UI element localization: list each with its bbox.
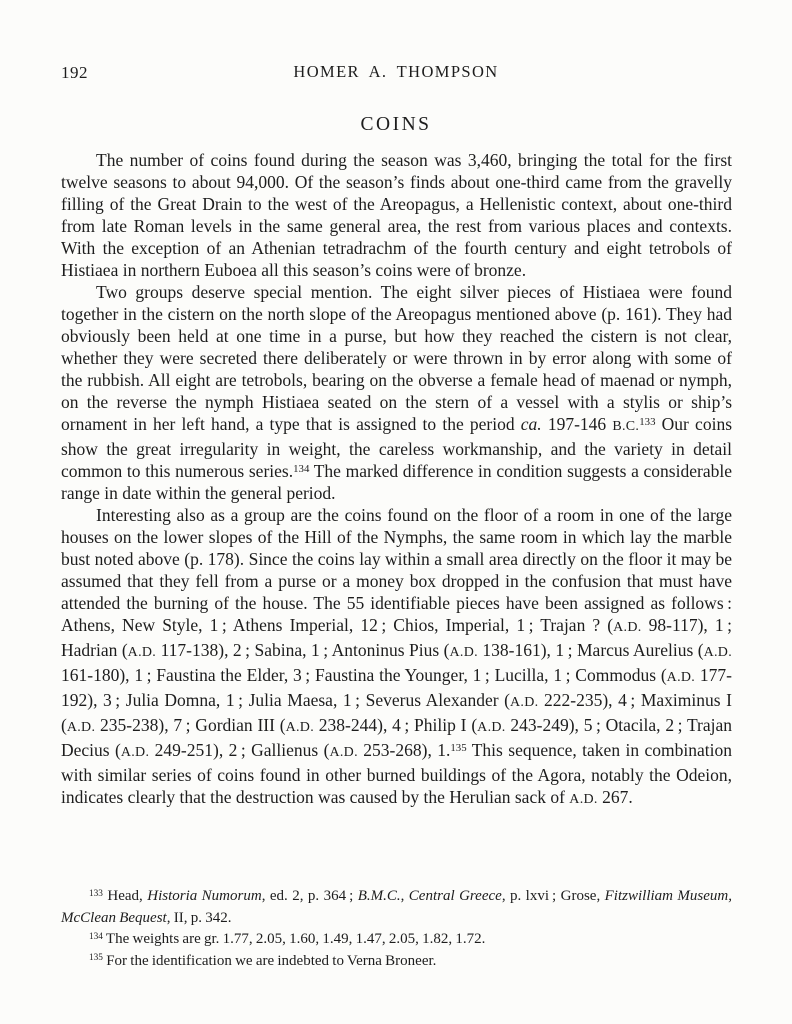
text-run-sc: B.C. <box>612 419 640 434</box>
paragraph-coin-totals <box>61 149 732 281</box>
footnotes-block <box>61 886 732 972</box>
page-number: 192 <box>61 63 88 82</box>
text-run-sc: A.D. <box>703 645 732 660</box>
text-run-plain: 253-268), 1. <box>357 740 451 760</box>
paragraph-histiaea-hoard <box>61 281 732 504</box>
text-run-it: Fitzwilliam Museum, McClean Bequest <box>61 888 732 926</box>
text-run-plain: 197-146 <box>541 414 613 434</box>
text-run-plain: 238-244), 4 ; Philip I ( <box>314 715 478 735</box>
text-run-sc: A.D. <box>569 792 598 807</box>
text-run-sc: A.D. <box>127 645 157 660</box>
text-run-sc: A.D. <box>449 645 478 660</box>
footnote-134 <box>61 929 732 951</box>
text-run-plain: 222-235), 4 ; Maximinus I ( <box>61 690 732 735</box>
text-run-plain: , ed. 2, p. 364 ; <box>261 888 358 904</box>
text-run-plain: 98-117), 1 ; Hadrian ( <box>61 615 732 660</box>
text-run-plain: This sequence, taken in combination with similar series of coins found in other burned buildings of the Agora, notably the Odeion, indicates clearly that the destruction was caused by the Herulian sack of <box>61 740 732 807</box>
footnote-135 <box>61 951 732 973</box>
text-run-it: B.M.C. <box>357 888 401 904</box>
text-run-sup: 134 <box>89 931 103 942</box>
text-run-sup: 133 <box>89 888 103 899</box>
text-run-sc: A.D. <box>285 720 314 735</box>
text-run-plain: 117-138), 2 ; Sabina, 1 ; Antoninus Pius ( <box>156 640 450 660</box>
text-run-sc: A.D. <box>666 670 696 685</box>
text-run-plain: 249-251), 2 ; Gallienus ( <box>149 740 330 760</box>
text-run-plain: Interesting also as a group are the coins found on the floor of a room in one of the large houses on the lower slopes of the Hill of the Nymphs, the same room in which lay the marble bust noted above (p. 178). Since the coins lay within a small area directly on the floor it may be assumed that they fell from a purse or a money box dropped in the confusion that must have attended the burning of the house. The 55 identifiable pieces have been assigned as follows : Athens, New Style, 1 ; Athens Imperial, 12 ; Chios, Imperial, 1 ; Trajan ? ( <box>61 505 732 635</box>
text-run-sup: 133 <box>639 416 656 429</box>
text-run-plain: 138-161), 1 ; Marcus Aurelius ( <box>477 640 704 660</box>
text-run-plain: For the identification we are indebted to Verna Broneer. <box>102 952 437 969</box>
text-run-plain: The number of coins found during the season was 3,460, bringing the total for the first twelve seasons to about 94,000. Of the season’s finds about one-third came from the gravelly filling of the Great Drain to the west of the Areopagus, a Hellenistic context, about one-third from late Roman levels in the same general area, the rest from various places and contexts. With the exception of an Athenian tetradrachm of the fourth century and eight tetrobols of Histiaea in northern Euboea all this season’s coins were of bronze. <box>61 150 732 280</box>
text-run-sup: 134 <box>293 463 310 476</box>
text-run-plain: 177-192), 3 ; Julia Domna, 1 ; Julia Maesa, 1 ; Severus Alexander ( <box>61 665 732 710</box>
text-run-plain: Our coins show the great irregularity in weight, the careless workmanship, and the variety in detail common to this numerous series. <box>61 414 732 481</box>
text-run-sc: A.D. <box>66 720 96 735</box>
section-title: COINS <box>360 114 432 135</box>
text-run-sc: A.D. <box>329 745 358 760</box>
text-run-plain: 161-180), 1 ; Faustina the Elder, 3 ; Faustina the Younger, 1 ; Lucilla, 1 ; Commodus ( <box>61 665 667 685</box>
text-run-sc: A.D. <box>477 720 506 735</box>
text-run-plain: , II, p. 342. <box>166 909 232 926</box>
text-run-sc: A.D. <box>509 695 539 710</box>
text-run-it: Historia Numorum <box>147 888 262 904</box>
text-run-plain: 267. <box>597 787 633 807</box>
text-run-sup: 135 <box>450 742 467 755</box>
text-run-plain: The marked difference in condition suggests a considerable range in date within the general period. <box>61 461 732 503</box>
text-run-plain: , <box>400 888 409 904</box>
text-run-it: ca. <box>520 414 542 434</box>
running-head: HOMER A. THOMPSON <box>293 62 499 81</box>
text-run-plain: 243-249), 5 ; Otacila, 2 ; Trajan Decius ( <box>61 715 732 760</box>
text-run-plain: , p. lxvi ; Grose, <box>501 888 605 904</box>
text-run-it: Central Greece <box>408 888 502 904</box>
body-text <box>61 149 732 811</box>
text-run-sup: 135 <box>89 953 103 964</box>
page-header <box>61 62 731 82</box>
text-run-plain: Head, <box>102 888 148 904</box>
text-run-sc: A.D. <box>120 745 150 760</box>
paragraph-house-floor-coins <box>61 504 732 811</box>
text-run-plain: The weights are gr. 1.77, 2.05, 1.60, 1.49, 1.47, 2.05, 1.82, 1.72. <box>102 931 486 947</box>
text-run-sc: A.D. <box>613 620 642 635</box>
footnote-133 <box>61 886 732 929</box>
text-run-plain: Two groups deserve special mention. The eight silver pieces of Histiaea were found together in the cistern on the north slope of the Areopagus mentioned above (p. 161). They had obviously been held at one time in a purse, but how they reached the cistern is not clear, whether they were secreted there deliberately or were thrown in by error along with some of the rubbish. All eight are tetrobols, bearing on the obverse a female head of maenad or nymph, on the reverse the nymph Histiaea seated on the stern of a vessel with a stylis or ship’s ornament in her left hand, a type that is assigned to the period <box>61 282 732 434</box>
text-run-plain: 235-238), 7 ; Gordian III ( <box>95 715 286 735</box>
